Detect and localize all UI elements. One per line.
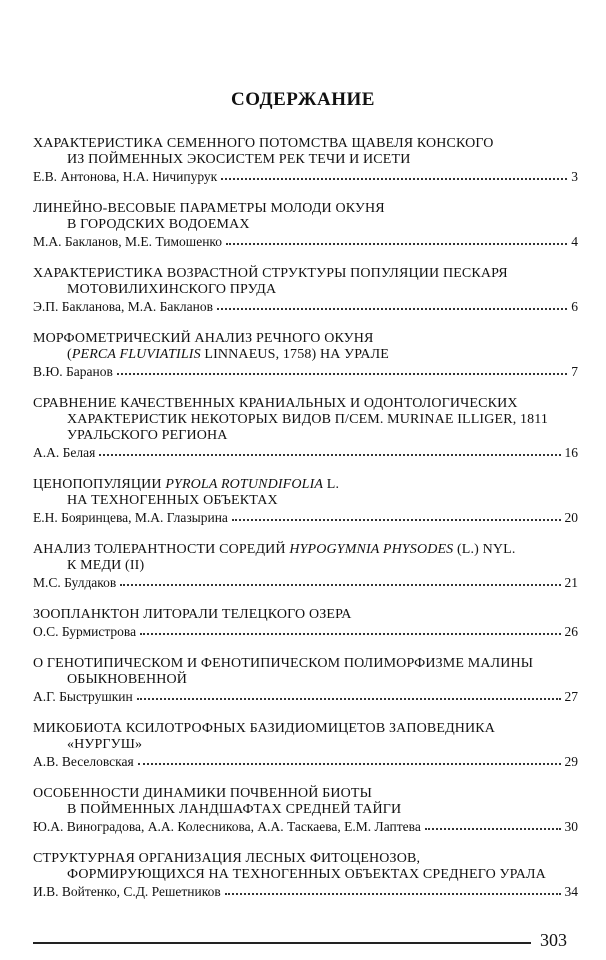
entry-title-line: МИКОБИОТА КСИЛОТРОФНЫХ БАЗИДИОМИЦЕТОВ ЗАПОВЕДНИКА	[33, 721, 496, 736]
entry-title-line	[33, 542, 578, 558]
dot-leader	[226, 232, 567, 245]
entry-authors: Е.Н. Бояринцева, М.А. Глазырина	[33, 510, 228, 525]
entry-title-line: УРАЛЬСКОГО РЕГИОНА	[67, 428, 228, 443]
toc-entry[interactable]	[33, 201, 578, 250]
species-name-italic: PYROLA ROTUNDIFOLIA	[165, 477, 324, 492]
entry-title-line: СТРУКТУРНАЯ ОРГАНИЗАЦИЯ ЛЕСНЫХ ФИТОЦЕНОЗОВ,	[33, 851, 421, 866]
toc-entry[interactable]	[33, 136, 578, 185]
entry-page-number: 16	[564, 445, 578, 460]
entry-page-number: 21	[564, 575, 578, 590]
toc-entry[interactable]	[33, 477, 578, 526]
dot-leader	[137, 687, 561, 700]
entry-page-number: 26	[564, 624, 578, 639]
toc-entry[interactable]	[33, 721, 578, 770]
entry-author-row	[33, 688, 578, 705]
entry-title-line: ХАРАКТЕРИСТИКА СЕМЕННОГО ПОТОМСТВА ЩАВЕЛЯ КОНСКОГО	[33, 136, 494, 151]
title-text: L.	[323, 477, 340, 492]
entry-authors: О.С. Бурмистрова	[33, 624, 137, 639]
toc-entry[interactable]	[33, 266, 578, 315]
dot-leader	[140, 622, 560, 635]
toc-entry[interactable]	[33, 331, 578, 380]
entry-authors: Э.П. Бакланова, М.А. Бакланов	[33, 299, 213, 314]
title-text: ЦЕНОПОПУЛЯЦИИ	[33, 477, 166, 492]
entry-authors: А.А. Белая	[33, 445, 96, 460]
entry-page-number: 6	[571, 299, 578, 314]
entry-title-line: В ПОЙМЕННЫХ ЛАНДШАФТАХ СРЕДНЕЙ ТАЙГИ	[67, 802, 402, 817]
species-name-italic: HYPOGYMNIA PHYSODES	[289, 542, 454, 557]
entry-page-number: 27	[564, 689, 578, 704]
toc-entry[interactable]	[33, 786, 578, 835]
dot-leader	[99, 443, 560, 456]
entry-authors: М.С. Булдаков	[33, 575, 117, 590]
entry-author-row	[33, 883, 578, 900]
entry-title-line: ХАРАКТЕРИСТИКА ВОЗРАСТНОЙ СТРУКТУРЫ ПОПУЛЯЦИИ ПЕСКАРЯ	[33, 266, 508, 281]
entry-author-row	[33, 574, 578, 591]
entry-page-number: 7	[571, 364, 578, 379]
entry-author-row	[33, 818, 578, 835]
toc-entry[interactable]	[33, 396, 578, 461]
dot-leader	[232, 508, 561, 521]
entry-page-number: 20	[564, 510, 578, 525]
entry-authors: И.В. Войтенко, С.Д. Решетников	[33, 884, 221, 899]
entry-title-line: ОСОБЕННОСТИ ДИНАМИКИ ПОЧВЕННОЙ БИОТЫ	[33, 786, 372, 801]
entry-title-line: НА ТЕХНОГЕННЫХ ОБЪЕКТАХ	[67, 493, 278, 508]
entry-author-row	[33, 444, 578, 461]
entry-page-number: 29	[564, 754, 578, 769]
page-title: СОДЕРЖАНИЕ	[231, 89, 375, 110]
entry-authors: А.Г. Быструшкин	[33, 689, 133, 704]
dot-leader	[225, 882, 561, 895]
toc-entry[interactable]	[33, 542, 578, 591]
entry-title-line: СРАВНЕНИЕ КАЧЕСТВЕННЫХ КРАНИАЛЬНЫХ И ОДОНТОЛОГИЧЕСКИХ	[33, 396, 518, 411]
toc-entry[interactable]	[33, 851, 578, 900]
title-text: LINNAEUS, 1758) НА УРАЛЕ	[200, 347, 389, 362]
toc-entry[interactable]	[33, 607, 578, 640]
species-name-italic: PERCA FLUVIATILIS	[71, 347, 201, 362]
toc-entry[interactable]	[33, 656, 578, 705]
title-text: (L.) NYL.	[453, 542, 516, 557]
entry-authors: М.А. Бакланов, М.Е. Тимошенко	[33, 234, 223, 249]
entry-author-row	[33, 623, 578, 640]
dot-leader	[425, 817, 561, 830]
entry-title-line: О ГЕНОТИПИЧЕСКОМ И ФЕНОТИПИЧЕСКОМ ПОЛИМОРФИЗМЕ МАЛИНЫ	[33, 656, 534, 671]
entry-title-line: К МЕДИ (II)	[67, 558, 145, 573]
title-text: АНАЛИЗ ТОЛЕРАНТНОСТИ СОРЕДИЙ	[33, 542, 290, 557]
dot-leader	[120, 573, 560, 586]
entry-title-line: ЗООПЛАНКТОН ЛИТОРАЛИ ТЕЛЕЦКОГО ОЗЕРА	[33, 607, 352, 622]
entry-author-row	[33, 233, 578, 250]
entry-page-number: 30	[564, 819, 578, 834]
entry-title-line: ФОРМИРУЮЩИХСЯ НА ТЕХНОГЕННЫХ ОБЪЕКТАХ СРЕДНЕГО УРАЛА	[67, 867, 546, 882]
entry-author-row	[33, 298, 578, 315]
entry-authors: А.В. Веселовская	[33, 754, 134, 769]
entry-page-number: 3	[571, 169, 578, 184]
dot-leader	[138, 752, 561, 765]
entry-page-number: 34	[564, 884, 578, 899]
entry-page-number: 4	[571, 234, 578, 249]
entry-author-row	[33, 509, 578, 526]
dot-leader	[217, 297, 567, 310]
entry-authors: В.Ю. Баранов	[33, 364, 113, 379]
page-number: 303	[540, 930, 567, 950]
entry-title-line: ХАРАКТЕРИСТИК НЕКОТОРЫХ ВИДОВ П/СЕМ. MURINAE ILLIGER, 1811	[67, 412, 549, 427]
entry-title-line: МОТОВИЛИХИНСКОГО ПРУДА	[67, 282, 277, 297]
entry-title-line: ИЗ ПОЙМЕННЫХ ЭКОСИСТЕМ РЕК ТЕЧИ И ИСЕТИ	[67, 152, 411, 167]
entry-author-row	[33, 363, 578, 380]
entry-title-line: «НУРГУШ»	[67, 737, 143, 752]
title-text: (	[67, 347, 72, 362]
table-of-contents	[33, 136, 578, 916]
entry-title-line	[33, 347, 578, 363]
dot-leader	[117, 362, 567, 375]
entry-title-line: ОБЫКНОВЕННОЙ	[67, 672, 188, 687]
footer-rule	[33, 942, 531, 944]
entry-authors: Ю.А. Виноградова, А.А. Колесникова, А.А. Таскаева, Е.М. Лаптева	[33, 819, 421, 834]
entry-title-line: ЛИНЕЙНО-ВЕСОВЫЕ ПАРАМЕТРЫ МОЛОДИ ОКУНЯ	[33, 201, 385, 216]
entry-authors: Е.В. Антонова, Н.А. Ничипурук	[33, 169, 218, 184]
entry-title-line: МОРФОМЕТРИЧЕСКИЙ АНАЛИЗ РЕЧНОГО ОКУНЯ	[33, 331, 374, 346]
entry-author-row	[33, 168, 578, 185]
entry-author-row	[33, 753, 578, 770]
entry-title-line: В ГОРОДСКИХ ВОДОЕМАХ	[67, 217, 250, 232]
entry-title-line	[33, 477, 578, 493]
dot-leader	[221, 167, 567, 180]
